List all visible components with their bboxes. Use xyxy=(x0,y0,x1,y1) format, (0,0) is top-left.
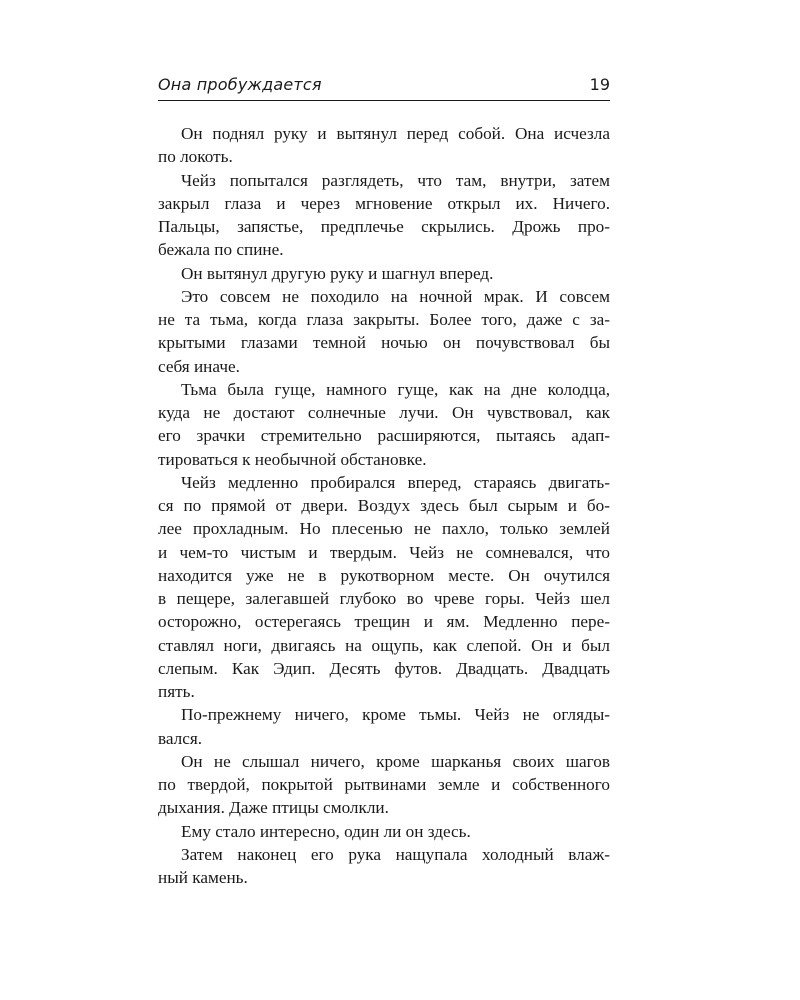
running-header xyxy=(158,74,610,101)
text-line: тироваться к необычной обстановке. xyxy=(158,449,427,469)
text-line: находится уже не в рукотворном месте. Он очутился xyxy=(158,565,610,585)
text-line: Ему стало интересно, один ли он здесь. xyxy=(181,821,471,841)
text-line: крытыми глазами темной ночью он почувствовал бы xyxy=(158,333,610,353)
text-line: вался. xyxy=(158,728,203,748)
text-line: Затем наконец его рука нащупала холодный влаж- xyxy=(181,844,610,864)
page-number: 19 xyxy=(589,75,610,94)
text-line: Он не слышал ничего, кроме шарканья своих шагов xyxy=(181,751,610,771)
text-line: в пещере, залегавшей глубоко во чреве горы. Чейз шел xyxy=(158,589,610,608)
text-line: закрыл глаза и через мгновение открыл их. Ничего. xyxy=(158,193,610,213)
text-line: ный камень. xyxy=(158,868,248,887)
text-line: ставлял ноги, двигаясь на ощупь, как слепой. Он и был xyxy=(158,635,610,655)
text-line: по локоть. xyxy=(158,147,233,167)
text-line: лее прохладным. Но плесенью не пахло, только землей xyxy=(158,519,610,539)
text-line: себя иначе. xyxy=(158,356,240,376)
text-line: и чем-то чистым и твердым. Чейз не сомневался, что xyxy=(158,542,610,562)
text-line: Пальцы, запястье, предплечье скрылись. Дрожь про- xyxy=(158,217,610,236)
running-title: Она пробуждается xyxy=(158,75,322,94)
text-line: Он поднял руку и вытянул перед собой. Она исчезла xyxy=(181,124,610,143)
text-line: Чейз попытался разглядеть, что там, внутри, затем xyxy=(181,170,610,190)
text-line: бежала по спине. xyxy=(158,240,284,260)
text-line: По-прежнему ничего, кроме тьмы. Чейз не огляды- xyxy=(181,705,610,725)
text-line: куда не достают солнечные лучи. Он чувствовал, как xyxy=(158,403,610,422)
text-line: дыхания. Даже птицы смолкли. xyxy=(158,798,389,818)
text-line: осторожно, остерегаясь трещин и ям. Медленно пере- xyxy=(158,612,610,632)
text-line: Это совсем не походило на ночной мрак. И совсем xyxy=(181,286,610,306)
text-line: ся по прямой от двери. Воздух здесь был сырым и бо- xyxy=(158,496,610,515)
text-line: его зрачки стремительно расширяются, пытаясь адап- xyxy=(158,426,610,446)
text-line: пять. xyxy=(158,682,195,701)
text-line: по твердой, покрытой рытвинами земле и собственного xyxy=(158,775,610,794)
text-line: Он вытянул другую руку и шагнул вперед. xyxy=(181,263,494,283)
text-line: Чейз медленно пробирался вперед, стараясь двигать- xyxy=(181,472,610,492)
body-text xyxy=(158,122,610,889)
text-line: Тьма была гуще, намного гуще, как на дне колодца, xyxy=(181,379,610,399)
text-line: слепым. Как Эдип. Десять футов. Двадцать. Двадцать xyxy=(158,658,610,678)
text-line: не та тьма, когда глаза закрыты. Более того, даже с за- xyxy=(158,310,610,329)
